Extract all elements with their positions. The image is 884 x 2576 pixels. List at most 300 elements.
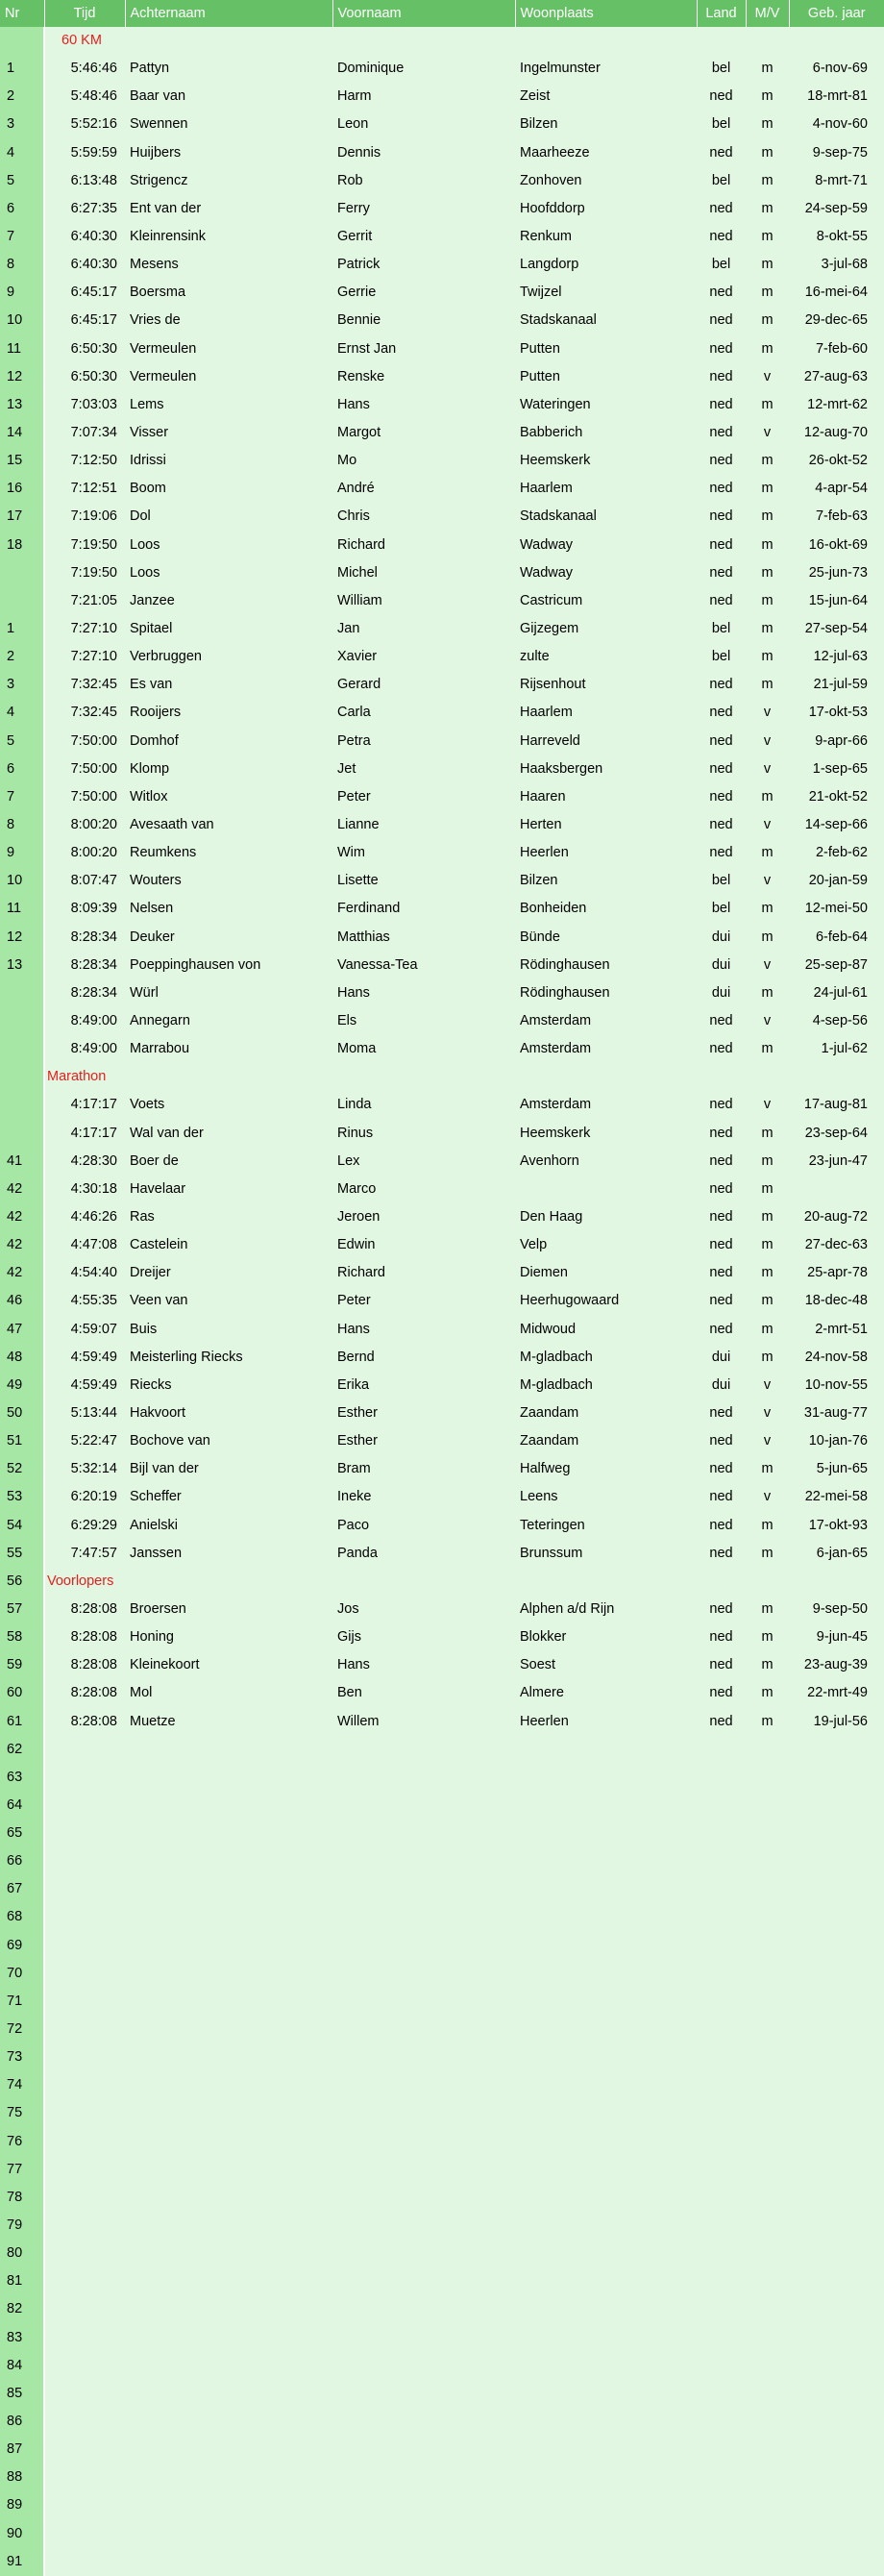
table-row	[0, 195, 884, 223]
cell-achternaam: Rooijers	[130, 705, 182, 721]
cell-voornaam: Mo	[337, 453, 357, 469]
table-row	[0, 587, 884, 615]
cell-tijd: 8:00:20	[70, 845, 117, 861]
table-row	[0, 2240, 884, 2267]
table-row	[0, 2043, 884, 2071]
cell-land: ned	[709, 312, 733, 329]
cell-voornaam: Lex	[337, 1152, 360, 1169]
cell-nr: 56	[0, 1568, 44, 1596]
cell-achternaam: Wal van der	[130, 1125, 204, 1141]
cell-voornaam: Els	[337, 1012, 357, 1028]
cell-achternaam: Mol	[130, 1685, 153, 1701]
cell-nr	[0, 1035, 44, 1063]
cell-nr: 49	[0, 1372, 44, 1399]
cell-voornaam	[332, 2548, 515, 2576]
cell-nr: 64	[0, 1792, 44, 1820]
cell-mv: v	[763, 705, 772, 721]
cell-achternaam: Swennen	[130, 116, 188, 133]
cell-land: ned	[709, 200, 733, 216]
cell-tijd: 5:22:47	[70, 1433, 117, 1449]
cell-tijd: 7:12:50	[70, 453, 117, 469]
cell-woonplaats: Haaksbergen	[520, 760, 603, 777]
table-row	[0, 979, 884, 1007]
table-row	[0, 728, 884, 755]
cell-land: ned	[709, 508, 733, 525]
cell-achternaam: Honing	[130, 1629, 174, 1646]
cell-woonplaats	[515, 2043, 697, 2071]
table-row	[0, 699, 884, 727]
cell-geb-jaar: 25-jun-73	[808, 564, 868, 581]
cell-land: ned	[709, 1293, 733, 1309]
cell-woonplaats: Diemen	[520, 1265, 568, 1281]
cell-voornaam: Jeroen	[337, 1208, 381, 1225]
cell-mv: m	[761, 144, 774, 161]
cell-tijd	[44, 2071, 125, 2099]
cell-land: ned	[709, 1433, 733, 1449]
cell-geb-jaar: 22-mrt-49	[807, 1685, 868, 1701]
cell-achternaam	[125, 2464, 332, 2491]
cell-land: ned	[709, 396, 733, 412]
cell-nr: 6	[0, 195, 44, 223]
table-row	[0, 643, 884, 671]
table-row	[0, 1483, 884, 1511]
cell-tijd: 8:49:00	[70, 1041, 117, 1057]
table-row	[0, 1596, 884, 1623]
cell-land	[697, 2212, 746, 2240]
cell-achternaam	[125, 2436, 332, 2464]
cell-achternaam	[125, 2016, 332, 2043]
cell-geb-jaar	[789, 1847, 884, 1875]
cell-tijd	[44, 2184, 125, 2212]
cell-nr: 11	[0, 895, 44, 923]
cell-tijd	[44, 2156, 125, 2184]
cell-geb-jaar	[789, 2240, 884, 2267]
cell-nr: 41	[0, 1148, 44, 1176]
cell-land	[697, 2324, 746, 2352]
cell-tijd: 8:28:08	[70, 1685, 117, 1701]
cell-woonplaats: Zonhoven	[520, 172, 582, 188]
cell-achternaam	[125, 1764, 332, 1792]
cell-tijd: 8:49:00	[70, 1012, 117, 1028]
cell-geb-jaar: 17-aug-81	[803, 1097, 868, 1113]
cell-voornaam	[332, 2128, 515, 2156]
cell-land: bel	[711, 61, 731, 77]
cell-nr: 6	[0, 755, 44, 783]
cell-achternaam: Hakvoort	[130, 1404, 186, 1421]
cell-land	[697, 2436, 746, 2464]
table-row	[0, 1372, 884, 1399]
cell-tijd	[44, 1932, 125, 1960]
cell-tijd: 4:47:08	[70, 1237, 117, 1253]
cell-voornaam: Margot	[337, 425, 381, 441]
cell-nr: 14	[0, 419, 44, 447]
cell-land: ned	[709, 1097, 733, 1113]
cell-nr: 1	[0, 55, 44, 83]
cell-achternaam: Loos	[130, 564, 160, 581]
cell-mv	[746, 1792, 789, 1820]
cell-woonplaats	[515, 1792, 697, 1820]
table-row	[0, 1231, 884, 1259]
cell-tijd: 8:28:08	[70, 1600, 117, 1617]
cell-woonplaats	[515, 2464, 697, 2491]
cell-achternaam: Annegarn	[130, 1012, 190, 1028]
cell-geb-jaar	[789, 2408, 884, 2436]
cell-land: ned	[709, 1125, 733, 1141]
cell-woonplaats	[515, 2071, 697, 2099]
cell-voornaam: Edwin	[337, 1237, 376, 1253]
cell-geb-jaar	[789, 2267, 884, 2295]
table-row	[0, 671, 884, 699]
cell-mv	[746, 1820, 789, 1847]
cell-voornaam	[332, 1875, 515, 1903]
cell-tijd: 7:50:00	[70, 732, 117, 749]
cell-nr: 59	[0, 1651, 44, 1679]
cell-land	[697, 1960, 746, 1988]
cell-tijd	[44, 2043, 125, 2071]
cell-geb-jaar: 18-mrt-81	[807, 88, 868, 105]
cell-nr: 84	[0, 2352, 44, 2380]
cell-mv	[746, 2212, 789, 2240]
cell-nr: 3	[0, 671, 44, 699]
col-header-nr: Nr	[0, 0, 44, 27]
cell-tijd	[44, 2212, 125, 2240]
cell-mv	[746, 2295, 789, 2323]
cell-land: ned	[709, 1489, 733, 1505]
table-row	[0, 1176, 884, 1203]
cell-nr: 8	[0, 251, 44, 279]
cell-geb-jaar	[789, 2295, 884, 2323]
cell-geb-jaar	[789, 2436, 884, 2464]
cell-tijd: 7:32:45	[70, 677, 117, 693]
cell-tijd: 6:50:30	[70, 340, 117, 357]
cell-tijd: 8:00:20	[70, 817, 117, 832]
table-row	[0, 1315, 884, 1343]
cell-mv	[746, 2548, 789, 2576]
cell-geb-jaar: 16-okt-69	[808, 536, 868, 553]
cell-mv: v	[763, 956, 772, 973]
cell-mv: v	[763, 1097, 772, 1113]
cell-woonplaats	[515, 2099, 697, 2127]
table-row	[0, 279, 884, 307]
cell-geb-jaar	[789, 1176, 884, 1203]
table-row	[0, 1932, 884, 1960]
cell-tijd	[44, 2464, 125, 2491]
cell-voornaam: Rinus	[337, 1125, 374, 1141]
cell-voornaam	[332, 1736, 515, 1764]
cell-nr: 70	[0, 1960, 44, 1988]
cell-achternaam: Wouters	[130, 873, 182, 889]
cell-woonplaats	[515, 2184, 697, 2212]
cell-nr: 79	[0, 2212, 44, 2240]
cell-land: ned	[709, 845, 733, 861]
cell-achternaam: Huijbers	[130, 144, 182, 161]
cell-nr: 60	[0, 1679, 44, 1707]
cell-geb-jaar: 19-jul-56	[813, 1713, 868, 1729]
cell-mv: m	[761, 592, 774, 608]
cell-geb-jaar	[789, 2212, 884, 2240]
cell-geb-jaar: 2-mrt-51	[815, 1321, 868, 1337]
cell-nr: 5	[0, 728, 44, 755]
cell-nr: 83	[0, 2324, 44, 2352]
cell-land: ned	[709, 1545, 733, 1561]
table-row	[0, 1007, 884, 1035]
cell-voornaam	[332, 2295, 515, 2323]
col-header-mv: M/V	[746, 0, 789, 27]
cell-nr: 61	[0, 1707, 44, 1735]
cell-achternaam: Idrissi	[130, 453, 166, 469]
cell-voornaam	[332, 2520, 515, 2548]
cell-land: dui	[711, 1349, 731, 1365]
cell-nr: 13	[0, 952, 44, 979]
cell-voornaam: Hans	[337, 1321, 370, 1337]
cell-geb-jaar: 24-jul-61	[813, 984, 868, 1001]
cell-land	[697, 2184, 746, 2212]
cell-nr: 90	[0, 2520, 44, 2548]
cell-voornaam	[332, 2016, 515, 2043]
cell-nr: 75	[0, 2099, 44, 2127]
cell-voornaam: Wim	[337, 845, 365, 861]
cell-voornaam	[332, 1960, 515, 1988]
cell-tijd: 4:59:07	[70, 1321, 117, 1337]
table-row	[0, 1399, 884, 1427]
cell-mv: m	[761, 1600, 774, 1617]
cell-land: ned	[709, 1629, 733, 1646]
cell-tijd: 7:21:05	[70, 592, 117, 608]
table-row	[0, 1455, 884, 1483]
cell-tijd: 7:27:10	[70, 649, 117, 665]
cell-land: bel	[711, 873, 731, 889]
cell-tijd	[44, 1960, 125, 1988]
cell-geb-jaar	[789, 1960, 884, 1988]
table-row	[0, 307, 884, 334]
cell-achternaam: Reumkens	[130, 845, 197, 861]
cell-voornaam	[332, 1988, 515, 2016]
cell-geb-jaar	[789, 1875, 884, 1903]
cell-achternaam: Buis	[130, 1321, 158, 1337]
cell-geb-jaar: 23-jun-47	[808, 1152, 868, 1169]
cell-mv: m	[761, 621, 774, 637]
table-header	[0, 0, 884, 27]
cell-mv	[746, 2380, 789, 2408]
cell-achternaam: Dreijer	[130, 1265, 171, 1281]
header-row	[0, 0, 884, 27]
cell-woonplaats: Heerhugowaard	[520, 1293, 620, 1309]
cell-mv: v	[763, 732, 772, 749]
table-row	[0, 615, 884, 643]
cell-land	[697, 2408, 746, 2436]
cell-voornaam: Ernst Jan	[337, 340, 397, 357]
table-row	[0, 1960, 884, 1988]
section-row	[0, 1063, 884, 1091]
cell-geb-jaar	[789, 2184, 884, 2212]
cell-voornaam	[332, 2380, 515, 2408]
cell-woonplaats: Babberich	[520, 425, 583, 441]
cell-woonplaats	[515, 2408, 697, 2436]
cell-achternaam: Veen van	[130, 1293, 188, 1309]
cell-geb-jaar: 27-sep-54	[804, 621, 868, 637]
cell-nr: 88	[0, 2464, 44, 2491]
cell-achternaam: Voets	[130, 1097, 165, 1113]
cell-voornaam: Panda	[337, 1545, 378, 1561]
cell-geb-jaar: 27-aug-63	[803, 368, 868, 384]
cell-voornaam	[332, 2099, 515, 2127]
cell-achternaam	[125, 1988, 332, 2016]
table-row	[0, 895, 884, 923]
cell-land	[697, 2240, 746, 2267]
cell-nr: 9	[0, 839, 44, 867]
table-row	[0, 952, 884, 979]
cell-geb-jaar: 21-jul-59	[813, 677, 868, 693]
cell-mv	[746, 1960, 789, 1988]
cell-nr: 10	[0, 307, 44, 334]
cell-mv	[746, 2156, 789, 2184]
cell-mv: m	[761, 88, 774, 105]
cell-mv	[746, 2043, 789, 2071]
cell-voornaam: Michel	[337, 564, 378, 581]
cell-land: ned	[709, 536, 733, 553]
cell-voornaam	[332, 2267, 515, 2295]
cell-woonplaats: Twijzel	[520, 285, 562, 301]
cell-woonplaats: Bilzen	[520, 116, 558, 133]
cell-tijd	[44, 1875, 125, 1903]
cell-land: dui	[711, 1376, 731, 1393]
table-row	[0, 1764, 884, 1792]
cell-geb-jaar: 25-apr-78	[807, 1265, 868, 1281]
cell-nr: 82	[0, 2295, 44, 2323]
table-row	[0, 532, 884, 559]
cell-land: ned	[709, 1152, 733, 1169]
cell-mv: m	[761, 1041, 774, 1057]
cell-voornaam: Moma	[337, 1041, 377, 1057]
cell-woonplaats: Velp	[520, 1237, 548, 1253]
cell-achternaam	[125, 2267, 332, 2295]
cell-nr: 89	[0, 2491, 44, 2519]
cell-mv	[746, 1875, 789, 1903]
cell-nr: 87	[0, 2436, 44, 2464]
cell-woonplaats	[515, 2436, 697, 2464]
cell-woonplaats	[515, 2520, 697, 2548]
cell-mv: m	[761, 1629, 774, 1646]
cell-woonplaats	[515, 2128, 697, 2156]
cell-land: ned	[709, 564, 733, 581]
cell-tijd: 6:13:48	[70, 172, 117, 188]
cell-mv: v	[763, 760, 772, 777]
cell-tijd	[44, 2240, 125, 2267]
cell-woonplaats: Almere	[520, 1685, 564, 1701]
cell-woonplaats: Wadway	[520, 536, 574, 553]
cell-voornaam: William	[337, 592, 382, 608]
cell-woonplaats: zulte	[520, 649, 550, 665]
col-header-woonplaats: Woonplaats	[515, 0, 697, 27]
cell-nr: 11	[0, 335, 44, 363]
cell-voornaam: Jan	[337, 621, 360, 637]
cell-land: ned	[709, 425, 733, 441]
cell-geb-jaar: 12-aug-70	[803, 425, 868, 441]
cell-nr	[0, 1007, 44, 1035]
cell-voornaam: Bennie	[337, 312, 381, 329]
cell-woonplaats	[515, 2016, 697, 2043]
cell-tijd: 5:46:46	[70, 61, 117, 77]
cell-voornaam	[332, 2324, 515, 2352]
cell-land: ned	[709, 760, 733, 777]
cell-woonplaats: Avenhorn	[520, 1152, 579, 1169]
table-row	[0, 2491, 884, 2519]
cell-voornaam	[332, 1847, 515, 1875]
cell-land: ned	[709, 788, 733, 805]
cell-land: bel	[711, 901, 731, 917]
cell-land	[697, 2043, 746, 2071]
cell-mv: m	[761, 536, 774, 553]
cell-geb-jaar: 7-feb-60	[815, 340, 868, 357]
table-row	[0, 1679, 884, 1707]
cell-voornaam: Richard	[337, 536, 385, 553]
table-row	[0, 839, 884, 867]
cell-geb-jaar	[789, 2352, 884, 2380]
cell-tijd	[44, 2520, 125, 2548]
cell-nr: 3	[0, 111, 44, 138]
cell-achternaam	[125, 2071, 332, 2099]
cell-nr: 42	[0, 1176, 44, 1203]
cell-achternaam: Loos	[130, 536, 160, 553]
cell-mv: v	[763, 1012, 772, 1028]
cell-voornaam: Richard	[337, 1265, 385, 1281]
cell-nr	[0, 27, 44, 55]
table-row	[0, 1287, 884, 1315]
cell-woonplaats	[515, 1847, 697, 1875]
cell-achternaam: Lems	[130, 396, 164, 412]
cell-mv: m	[761, 1265, 774, 1281]
cell-voornaam	[332, 2436, 515, 2464]
cell-land: ned	[709, 229, 733, 245]
cell-voornaam: Lianne	[337, 817, 380, 832]
cell-woonplaats	[515, 1875, 697, 1903]
cell-tijd	[44, 2267, 125, 2295]
cell-voornaam: Esther	[337, 1433, 378, 1449]
cell-voornaam: Petra	[337, 732, 371, 749]
cell-land: ned	[709, 1461, 733, 1477]
cell-land	[697, 1820, 746, 1847]
cell-woonplaats: Rödinghausen	[520, 984, 610, 1001]
cell-mv: m	[761, 116, 774, 133]
cell-tijd: 8:28:34	[70, 929, 117, 945]
cell-voornaam	[332, 2352, 515, 2380]
table-row	[0, 1875, 884, 1903]
cell-geb-jaar: 12-jul-63	[813, 649, 868, 665]
table-row	[0, 2267, 884, 2295]
cell-land: ned	[709, 481, 733, 497]
cell-tijd	[44, 2016, 125, 2043]
cell-woonplaats: Amsterdam	[520, 1097, 592, 1113]
cell-mv	[746, 2240, 789, 2267]
cell-mv: m	[761, 481, 774, 497]
cell-woonplaats	[515, 2380, 697, 2408]
cell-mv: m	[761, 200, 774, 216]
cell-nr: 62	[0, 1736, 44, 1764]
cell-geb-jaar: 22-mei-58	[804, 1489, 868, 1505]
table-row	[0, 1623, 884, 1651]
cell-woonplaats	[515, 2548, 697, 2576]
cell-woonplaats: Brunssum	[520, 1545, 583, 1561]
cell-land: ned	[709, 1404, 733, 1421]
cell-voornaam	[332, 2212, 515, 2240]
cell-nr: 69	[0, 1932, 44, 1960]
cell-nr: 74	[0, 2071, 44, 2099]
cell-achternaam: Avesaath van	[130, 817, 214, 832]
cell-mv: m	[761, 229, 774, 245]
cell-achternaam	[125, 2043, 332, 2071]
cell-land: ned	[709, 1180, 733, 1197]
cell-mv	[746, 1988, 789, 2016]
